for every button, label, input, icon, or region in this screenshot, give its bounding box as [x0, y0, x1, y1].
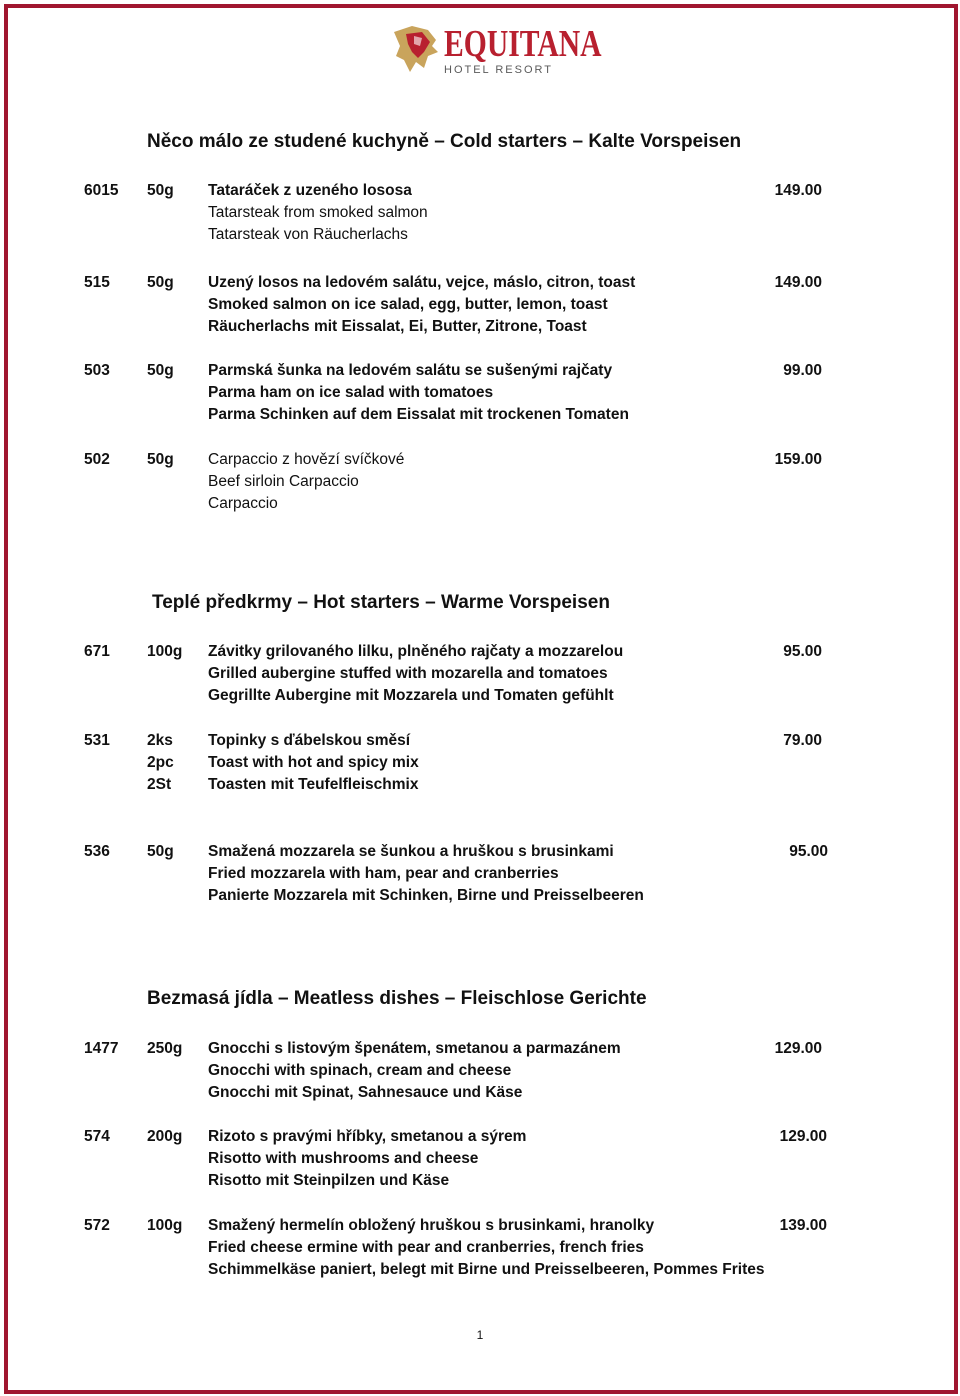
item-name-de: Risotto mit Steinpilzen und Käse	[208, 1172, 450, 1189]
item-description	[208, 841, 644, 907]
item-name-cz: Smažená mozzarela se šunkou a hruškou s brusinkami	[208, 843, 614, 860]
item-description	[208, 180, 428, 246]
item-name-cz: Smažený hermelín obložený hruškou s brusinkami, hranolky	[208, 1217, 655, 1234]
item-name-de: Räucherlachs mit Eissalat, Ei, Butter, Zitrone, Toast	[208, 318, 587, 335]
item-quantity: 250g	[147, 1040, 183, 1057]
item-quantity: 50g	[147, 362, 174, 379]
item-description	[208, 449, 404, 515]
item-code: 671	[84, 643, 110, 660]
item-name-en: Gnocchi with spinach, cream and cheese	[208, 1062, 512, 1079]
item-quantity: 2ks 2pc 2St	[147, 732, 174, 793]
item-description	[208, 360, 629, 426]
item-price: 129.00	[779, 1128, 827, 1145]
item-quantity: 50g	[147, 182, 174, 199]
item-name-cz: Gnocchi s listovým špenátem, smetanou a parmazánem	[208, 1040, 621, 1057]
logo-wordmark: EQUITANA	[444, 23, 602, 65]
item-price: 139.00	[779, 1217, 827, 1234]
item-name-cz: Rizoto s pravými hříbky, smetanou a sýrem	[208, 1128, 527, 1145]
item-name-en: Fried cheese ermine with pear and cranberries, french fries	[208, 1239, 644, 1256]
item-code: 531	[84, 732, 110, 749]
item-code: 572	[84, 1217, 110, 1234]
item-name-de: Gegrillte Aubergine mit Mozzarela und Tomaten gefühlt	[208, 687, 614, 704]
item-description	[208, 1126, 526, 1192]
page-number: 1	[476, 1328, 484, 1342]
item-code: 536	[84, 843, 110, 860]
item-code: 515	[84, 274, 110, 291]
item-price: 149.00	[774, 274, 822, 291]
item-name-cz: Carpaccio z hovězí svíčkové	[208, 451, 405, 468]
item-name-cz: Uzený losos na ledovém salátu, vejce, máslo, citron, toast	[208, 274, 636, 291]
horse-emblem-icon	[388, 22, 442, 78]
item-price: 79.00	[783, 732, 822, 749]
item-description	[208, 730, 419, 796]
item-name-de: Toasten mit Teufelfleischmix	[208, 776, 419, 793]
item-name-de: Parma Schinken auf dem Eissalat mit trockenen Tomaten	[208, 406, 629, 423]
section-title-cold-starters: Něco málo ze studené kuchyně – Cold starters – Kalte Vorspeisen	[147, 131, 742, 152]
item-quantity: 100g	[147, 643, 183, 660]
equitana-logo	[388, 22, 602, 78]
item-description	[208, 1038, 621, 1104]
item-quantity: 50g	[147, 451, 174, 468]
item-name-en: Tatarsteak from smoked salmon	[208, 204, 428, 221]
item-name-cz: Topinky s ďábelskou směsí	[208, 732, 411, 749]
item-description	[208, 1215, 764, 1281]
item-name-de: Gnocchi mit Spinat, Sahnesauce und Käse	[208, 1084, 523, 1101]
item-name-en: Grilled aubergine stuffed with mozarella and tomatoes	[208, 665, 608, 682]
item-name-cz: Závitky grilovaného lilku, plněného rajčaty a mozzarelou	[208, 643, 624, 660]
item-code: 502	[84, 451, 110, 468]
section-title-meatless-dishes: Bezmasá jídla – Meatless dishes – Fleischlose Gerichte	[147, 988, 647, 1009]
item-quantity: 50g	[147, 843, 174, 860]
item-name-en: Beef sirloin Carpaccio	[208, 473, 359, 490]
item-name-en: Smoked salmon on ice salad, egg, butter, lemon, toast	[208, 296, 608, 313]
item-name-de: Panierte Mozzarela mit Schinken, Birne und Preisselbeeren	[208, 887, 644, 904]
item-name-en: Risotto with mushrooms and cheese	[208, 1150, 479, 1167]
item-name-en: Parma ham on ice salad with tomatoes	[208, 384, 494, 401]
item-price: 95.00	[783, 643, 822, 660]
item-quantity: 200g	[147, 1128, 183, 1145]
logo-tagline: HOTEL RESORT	[444, 64, 553, 76]
item-name-de: Carpaccio	[208, 495, 278, 512]
item-price: 95.00	[789, 843, 828, 860]
item-description	[208, 641, 623, 707]
item-quantity: 100g	[147, 1217, 183, 1234]
item-code: 503	[84, 362, 110, 379]
item-name-en: Toast with hot and spicy mix	[208, 754, 419, 771]
item-price: 129.00	[774, 1040, 822, 1057]
item-price: 149.00	[774, 182, 822, 199]
item-code: 1477	[84, 1040, 119, 1057]
item-code: 574	[84, 1128, 110, 1145]
item-price: 99.00	[783, 362, 822, 379]
item-description	[208, 272, 635, 338]
item-code: 6015	[84, 182, 119, 199]
section-title-hot-starters: Teplé předkrmy – Hot starters – Warme Vorspeisen	[152, 592, 610, 613]
item-name-cz: Tataráček z uzeného lososa	[208, 182, 412, 199]
item-name-en: Fried mozzarela with ham, pear and cranberries	[208, 865, 559, 882]
item-name-cz: Parmská šunka na ledovém salátu se sušenými rajčaty	[208, 362, 613, 379]
item-name-de: Schimmelkäse paniert, belegt mit Birne und Preisselbeeren, Pommes Frites	[208, 1261, 765, 1278]
item-price: 159.00	[774, 451, 822, 468]
item-name-de: Tatarsteak von Räucherlachs	[208, 226, 408, 243]
item-quantity: 50g	[147, 274, 174, 291]
